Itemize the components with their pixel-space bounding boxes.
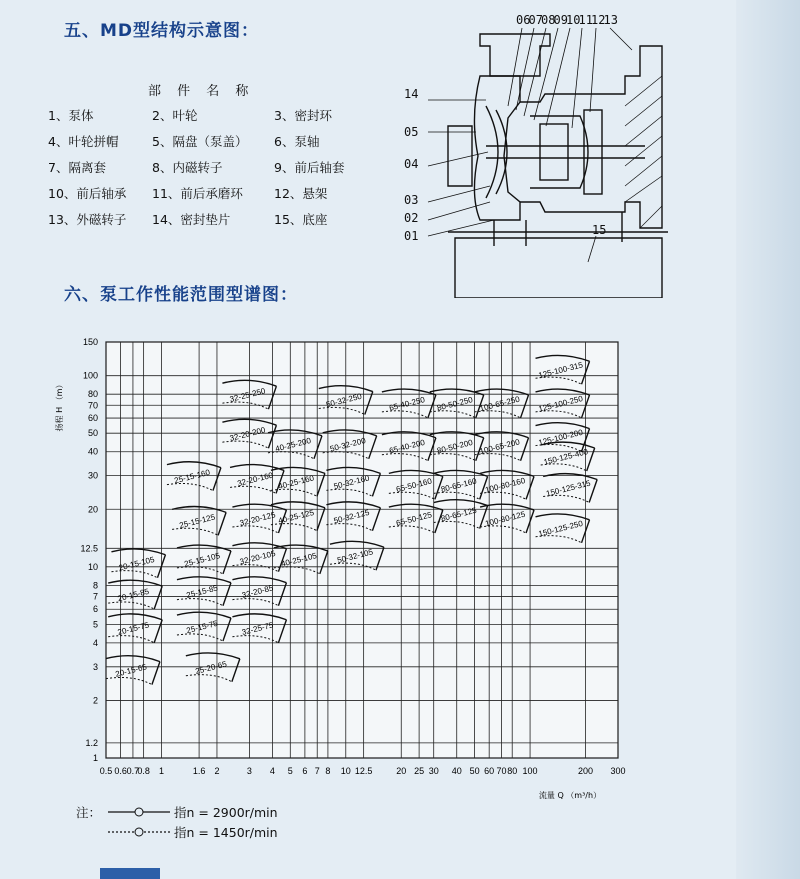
x-tick-label: 0.7 (126, 766, 140, 776)
region-label: 50-32-125 (332, 507, 371, 526)
y-tick-label: 6 (92, 604, 98, 615)
region-label: 65-50-125 (395, 510, 433, 528)
legend-row-2900 (76, 802, 278, 822)
part-item: 2、叶轮 (152, 108, 198, 123)
part-item: 1、泵体 (48, 108, 94, 123)
callout-label: 07 (528, 13, 543, 27)
part-item: 15、底座 (274, 212, 328, 227)
y-tick-label: 5 (92, 619, 98, 630)
x-tick-label: 6 (302, 766, 308, 776)
region-label: 20-15-75 (116, 620, 150, 637)
y-tick-label: 1.2 (85, 737, 98, 748)
legend-row-1450 (76, 822, 278, 842)
y-tick-label: 10 (87, 561, 98, 572)
legend-solid-line-icon (108, 806, 170, 818)
region-label: 80-65-125 (440, 505, 478, 524)
isolation-sleeve (530, 116, 588, 188)
section5-title: 五、MD型结构示意图： (64, 21, 260, 41)
region-label: 100-65-250 (478, 394, 521, 414)
x-tick-label: 20 (396, 766, 407, 776)
legend-dotted-line-icon (108, 826, 170, 838)
x-tick-label: 80 (507, 766, 518, 776)
x-tick-label: 3 (246, 766, 252, 776)
y-tick-label: 100 (82, 370, 98, 381)
part-item: 12、悬架 (274, 186, 328, 201)
y-tick-label: 20 (87, 504, 98, 515)
chart-legend (76, 802, 278, 842)
x-tick-label: 5 (287, 766, 293, 776)
part-item: 8、内磁转子 (152, 160, 223, 175)
region-label: 65-40-250 (388, 395, 426, 413)
region-label: 25-20-65 (194, 659, 228, 676)
part-item: 14、密封垫片 (152, 212, 231, 227)
x-tick-label: 1 (158, 766, 164, 776)
region-label: 80-50-200 (436, 437, 474, 456)
bracket (520, 46, 662, 228)
region-label: 65-40-200 (388, 437, 426, 456)
part-item: 4、叶轮拼帽 (48, 134, 119, 149)
region-label: 125-100-250 (537, 394, 584, 414)
part-item: 6、泵轴 (274, 134, 320, 149)
part-item: 5、隔盘（泵盖） (152, 134, 248, 149)
callout-label: 05 (404, 125, 419, 139)
x-tick-label: 12.5 (354, 766, 373, 776)
leaders-top (508, 28, 632, 128)
x-tick-label: 7 (314, 766, 320, 776)
callout-label: 15 (592, 223, 607, 237)
x-tick-label: 10 (340, 766, 351, 776)
y-tick-label: 12.5 (80, 543, 98, 554)
y-tick-label: 150 (82, 337, 98, 347)
y-tick-label: 7 (92, 591, 98, 602)
part-item: 3、密封环 (274, 108, 332, 123)
region-label: 80-65-160 (440, 476, 478, 495)
x-axis-label: 流量 Q （m³/h） (538, 791, 602, 800)
parts-list-title: 部 件 名 称 (148, 84, 255, 99)
y-tick-label: 2 (92, 695, 98, 706)
callout-label: 12 (591, 13, 606, 27)
leader-base (588, 236, 596, 262)
part-item: 9、前后轴套 (274, 160, 345, 175)
region-label: 20-15-105 (117, 554, 156, 573)
region-label: 32-20-125 (238, 510, 277, 528)
region-label: 32-20-105 (238, 548, 277, 567)
x-tick-label: 30 (428, 766, 439, 776)
region-label: 125-100-315 (537, 360, 584, 381)
x-tick-label: 300 (610, 766, 626, 776)
part-item: 7、隔离套 (48, 160, 106, 175)
x-tick-label: 70 (496, 766, 507, 776)
region-label: 50-32-160 (332, 473, 371, 492)
region-label: 25-15-105 (183, 551, 221, 569)
performance-chart (40, 308, 640, 800)
legend-text-2900: 指n = 2900r/min (174, 805, 278, 820)
x-tick-label: 50 (469, 766, 480, 776)
x-tick-label: 60 (484, 766, 495, 776)
y-tick-label: 1 (92, 753, 98, 763)
region-label: 32-25-250 (228, 386, 267, 404)
region-label: 25-15-75 (185, 618, 219, 636)
callout-label: 08 (541, 13, 556, 27)
region-label: 40-25-160 (277, 473, 315, 492)
x-tick-label: 2 (214, 766, 220, 776)
y-tick-label: 40 (87, 446, 98, 457)
legend-prefix: 注： (76, 805, 102, 820)
region-label: 50-32-250 (325, 391, 363, 410)
y-tick-label: 30 (87, 470, 98, 481)
region-label: 50-32-200 (329, 436, 367, 454)
callout-label: 02 (404, 211, 419, 225)
x-tick-label: 0.6 (114, 766, 127, 776)
y-axis-label: 扬程 H （m） (55, 380, 64, 432)
part-item: 11、前后承磨环 (152, 186, 243, 201)
callout-label: 11 (578, 13, 593, 27)
region-label: 20-15-85 (116, 586, 150, 604)
y-tick-label: 80 (87, 389, 98, 400)
callout-label: 04 (404, 157, 419, 171)
region-label: 150-125-315 (545, 478, 592, 499)
region-label: 150-125-250 (537, 518, 584, 539)
section6-title: 六、泵工作性能范围型谱图： (64, 285, 298, 305)
region-label: 100-80-160 (484, 476, 527, 495)
x-tick-label: 100 (522, 766, 538, 776)
region-label: 32-25-75 (240, 620, 275, 637)
base-outline (455, 238, 662, 298)
x-tick-label: 8 (325, 766, 331, 776)
y-tick-label: 70 (87, 400, 98, 411)
part-item: 10、前后轴承 (48, 186, 127, 201)
part-item: 13、外磁转子 (48, 212, 127, 227)
y-tick-label: 60 (87, 413, 98, 424)
region-label: 50-32-105 (336, 547, 374, 565)
callout-label: 03 (404, 193, 419, 207)
structure-diagram (400, 6, 670, 298)
region-label: 40-25-105 (280, 551, 318, 569)
pump-shaft (486, 146, 645, 158)
y-tick-label: 50 (87, 428, 98, 439)
callout-label: 09 (553, 13, 568, 27)
x-tick-label: 200 (578, 766, 594, 776)
background-edge (736, 0, 800, 879)
outer-magnet (584, 110, 602, 194)
callout-label: 13 (603, 13, 618, 27)
region-label: 80-50-250 (436, 395, 474, 413)
region-label: 32-20-85 (240, 583, 275, 600)
x-tick-label: 0.5 (99, 766, 113, 776)
x-tick-label: 1.6 (192, 766, 206, 776)
callout-label: 14 (404, 87, 419, 101)
region-label: 20-15-65 (114, 662, 148, 679)
leaders-left (428, 100, 494, 236)
region-label: 32-20-160 (236, 470, 275, 489)
callout-label: 06 (516, 13, 531, 27)
region-label: 40-25-200 (274, 436, 312, 454)
hatch (625, 76, 662, 228)
y-tick-label: 3 (92, 661, 98, 672)
legend-text-1450: 指n = 1450r/min (174, 825, 278, 840)
region-label: 100-65-200 (478, 437, 521, 457)
x-tick-label: 4 (269, 766, 275, 776)
callout-label: 01 (404, 229, 419, 243)
region-label: 40-25-125 (277, 507, 315, 526)
footer-accent-bar (100, 868, 160, 879)
x-tick-label: 0.8 (137, 766, 150, 776)
callout-label: 10 (566, 13, 581, 27)
inlet-flange (448, 126, 472, 186)
region-label: 65-50-160 (395, 476, 433, 495)
region-label: 125-100-200 (537, 427, 584, 448)
region-label: 25-15-125 (178, 512, 217, 531)
inner-magnet (540, 124, 568, 180)
region-label: 25-15-160 (173, 467, 211, 486)
region-label: 150-125-400 (542, 447, 589, 467)
x-tick-label: 40 (451, 766, 462, 776)
x-tick-label: 25 (414, 766, 425, 776)
region-label: 100-80-125 (484, 509, 527, 529)
region-label: 25-15-85 (185, 583, 219, 600)
region-label: 32-20-200 (228, 425, 267, 443)
y-tick-label: 4 (92, 637, 98, 648)
y-tick-label: 8 (92, 580, 98, 591)
